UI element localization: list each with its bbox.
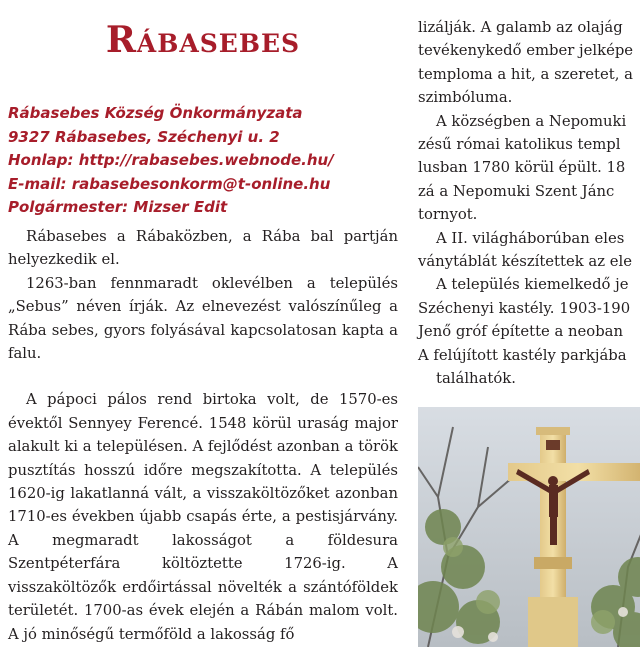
text-line: lusban 1780 körül épült. 18 bbox=[418, 159, 626, 177]
paragraph-history: A pápoci pálos rend birtoka volt, de 1570-es évektől Sennyey Ferencé. 1548 körül uraság major alakult ki a településen. A fejlődést azonban a török pusztítás hosszú időre megszakította. A település 1620-ig lakatlanná vált, a visszaköltözőket azonban 1710-es években újabb csapás érte, a pestisjárvány. A megmaradt lakosságot a földesura Szentpéterfára költöztette 1726-ig. A visszaköltözők erdőirtással növelték a szántóföldek területét. 1700-as évek elején a Rábán malom volt. A jó minőségű termőföld a lakosság fő bbox=[8, 391, 398, 643]
crucifix-photo bbox=[418, 407, 640, 647]
article-left bbox=[8, 225, 398, 646]
municipality-name: Rábasebes Község Önkormányzata bbox=[8, 104, 303, 122]
text-line: zá a Nepomuki Szent Jánc bbox=[418, 182, 615, 200]
text-line: Széchenyi kastély. 1903-190 bbox=[418, 299, 631, 317]
crucifix-illustration bbox=[418, 407, 640, 647]
text-line: tornyot. bbox=[418, 206, 478, 224]
text-line: A községben a Nepomuki bbox=[436, 112, 627, 130]
address: 9327 Rábasebes, Széchenyi u. 2 bbox=[8, 127, 280, 146]
text-line: találhatók. bbox=[436, 370, 516, 388]
mayor: Polgármester: Mizser Edit bbox=[8, 198, 228, 216]
paragraph-name-origin: 1263-ban fennmaradt oklevélben a település „Sebus” néven írják. Az elnevezést valószínűleg a Rába sebes, gyors folyásával kapcsolatosan kapta a falu. bbox=[8, 274, 398, 363]
text-line: temploma a hit, a szeretet, a bbox=[418, 65, 633, 83]
text-line: A felújított kastély parkjába bbox=[418, 346, 627, 364]
homepage-link[interactable]: Honlap: http://rabasebes.webnode.hu/ bbox=[8, 151, 334, 169]
email-link[interactable]: E-mail: rabasebesonkorm@t-online.hu bbox=[8, 174, 331, 193]
article-right bbox=[418, 16, 640, 391]
text-line: tevékenykedő ember jelképe bbox=[418, 42, 634, 60]
paragraph-location: Rábasebes a Rábaközben, a Rába bal partján helyezkedik el. bbox=[8, 228, 398, 269]
text-line: zésű római katolikus templ bbox=[418, 136, 621, 154]
contact-block bbox=[8, 102, 398, 220]
text-line: szimbóluma. bbox=[418, 89, 513, 107]
text-line: A II. világháborúban eles bbox=[436, 229, 625, 247]
text-line: ványtáblát készítettek az ele bbox=[418, 253, 632, 271]
left-column bbox=[8, 0, 398, 643]
page-title: Rábasebes bbox=[105, 19, 301, 61]
text-line: Jenő gróf építette a neoban bbox=[418, 323, 624, 341]
paragraph-gap bbox=[8, 365, 398, 388]
text-line: A település kiemelkedő je bbox=[436, 276, 629, 294]
text-line: lizálják. A galamb az olajág bbox=[418, 19, 623, 36]
